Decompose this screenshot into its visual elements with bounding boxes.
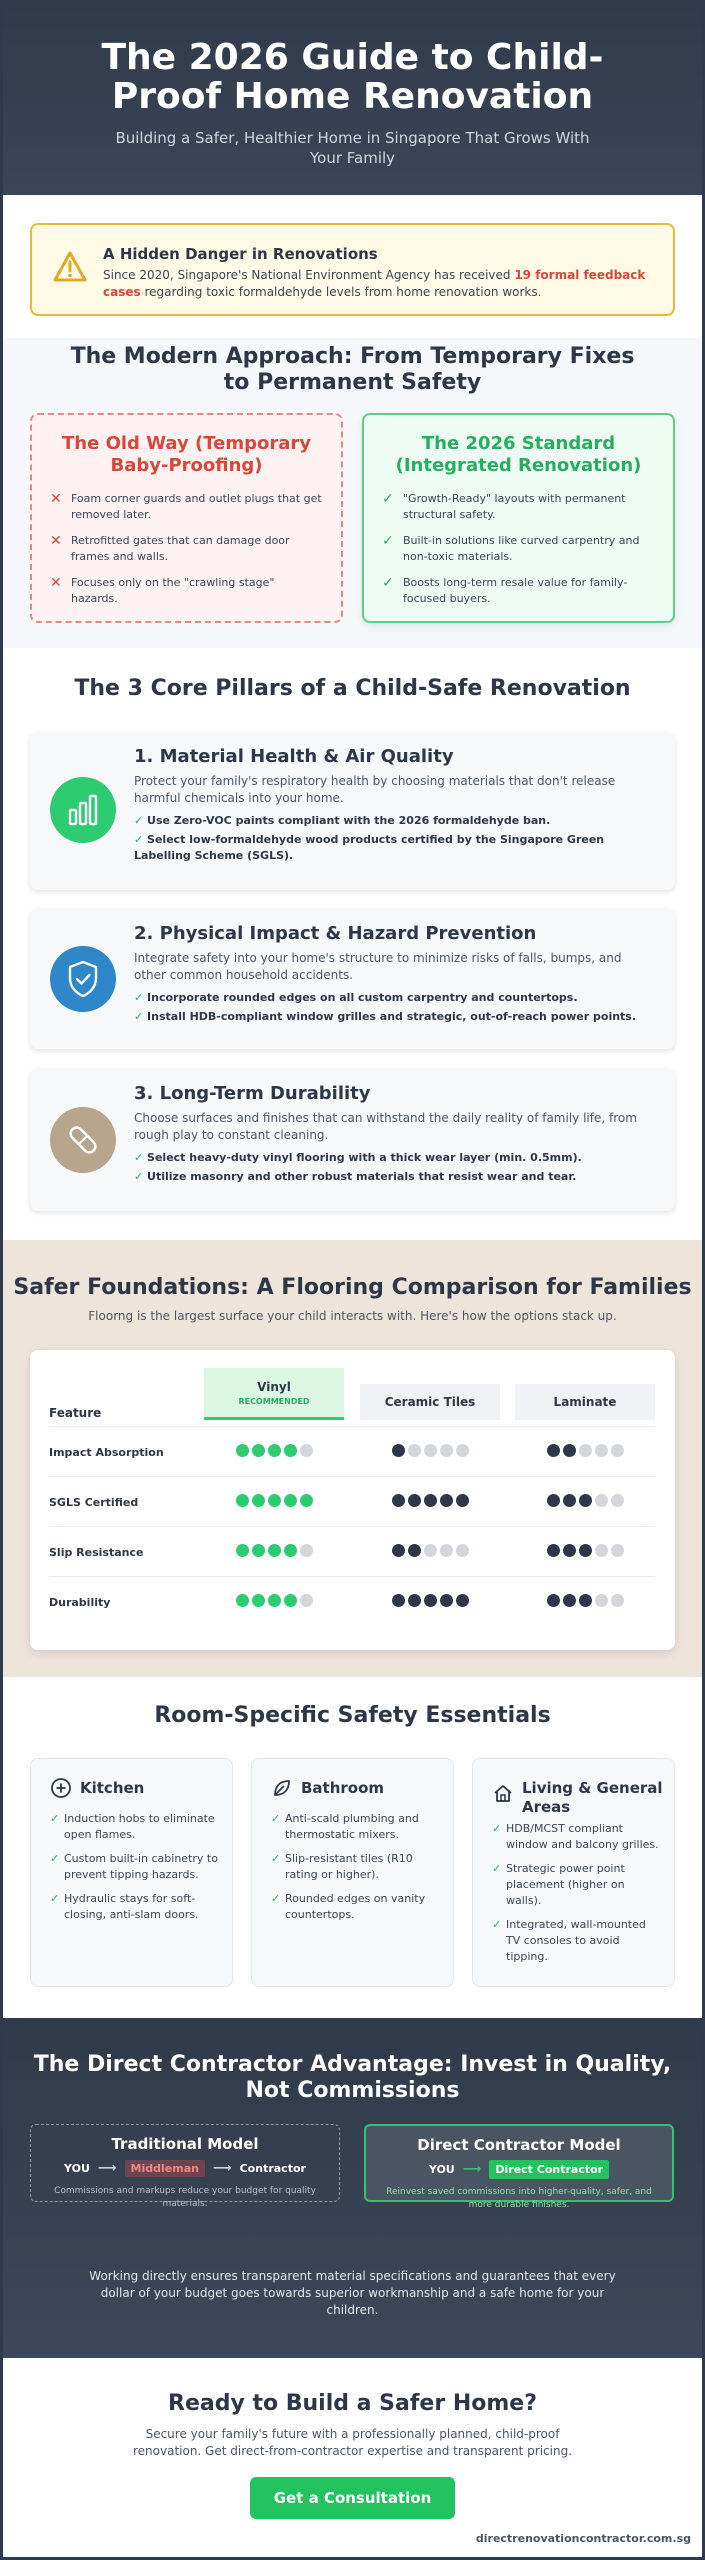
pillar-card-durability [30, 1069, 675, 1211]
rating-dot-filled [547, 1544, 560, 1557]
pillar-title: 3. Long-Term Durability [134, 1083, 371, 1104]
rating-dot-filled [547, 1594, 560, 1607]
standard-2026-card [362, 413, 675, 623]
traditional-model-box [30, 2124, 340, 2209]
flooring-subtitle: Floorng is the largest surface your child interacts with. Here's how the options stack up. [88, 1309, 617, 1323]
flooring-section [0, 1240, 705, 1677]
pillar-check-text: Select low-formaldehyde wood products certified by the Singapore Green Labelling Scheme (SGLS). [134, 833, 605, 862]
rating-dot-empty [424, 1444, 437, 1457]
arrow-right-icon: ⟶ [462, 2162, 482, 2177]
pillar-title: 1. Material Health & Air Quality [134, 746, 454, 767]
room-item-text: HDB/MCST compliant window and balcony grilles. [506, 1822, 659, 1851]
feature-column-header: Feature [49, 1406, 102, 1420]
pillar-desc: Protect your family's respiratory health by choosing materials that don't release harmful chemicals into your home. [134, 774, 616, 805]
pillar-desc: Integrate safety into your home's structure to minimize risks of falls, bumps, and other common household accidents. [134, 951, 622, 982]
rating-dot-empty [595, 1594, 608, 1607]
rating-dot-filled [408, 1544, 421, 1557]
rating-dot-filled [236, 1494, 249, 1507]
list-item [382, 575, 655, 607]
rating-dot-filled [563, 1444, 576, 1457]
pillar-check [134, 990, 655, 1006]
pillar-check [134, 832, 655, 864]
list-item [382, 491, 655, 523]
pillar-check-text: Use Zero-VOC paints compliant with the 2026 formaldehyde ban. [147, 814, 551, 827]
home-icon [492, 1783, 514, 1805]
rating-dot-filled [547, 1444, 560, 1457]
column-header-label: Vinyl [257, 1380, 291, 1394]
list-item [492, 1861, 660, 1909]
check-icon: ✓ [134, 1010, 148, 1023]
direct-contractor-title: The Direct Contractor Advantage: Invest in Quality, Not Commissions [33, 2052, 672, 2103]
new-item-text: Built-in solutions like curved carpentry and non-toxic materials. [403, 534, 640, 563]
check-icon: ✓ [50, 1892, 60, 1905]
rating-dot-empty [611, 1444, 624, 1457]
rating-dots [360, 1444, 500, 1457]
traditional-model-title: Traditional Model [111, 2135, 259, 2153]
rating-dots [204, 1544, 344, 1557]
rating-dot-filled [268, 1494, 281, 1507]
rating-dot-empty [424, 1544, 437, 1557]
rooms-title: Room-Specific Safety Essentials [154, 1703, 551, 1728]
check-icon: ✓ [382, 575, 394, 591]
arrow-right-icon: ⟶ [97, 2161, 117, 2176]
rating-dots [204, 1594, 344, 1607]
rating-dot-empty [456, 1544, 469, 1557]
room-item-text: Anti-scald plumbing and thermostatic mixers. [285, 1812, 419, 1841]
traditional-model-note: Commissions and markups reduce your budget for quality materials. [54, 2186, 316, 2209]
new-item-text: Boosts long-term resale value for family-focused buyers. [403, 576, 628, 605]
table-divider [49, 1426, 655, 1427]
pillar-check-text: Incorporate rounded edges on all custom carpentry and countertops. [147, 991, 578, 1004]
rating-dot-filled [440, 1594, 453, 1607]
rating-dot-filled [268, 1544, 281, 1557]
flow-contractor: Contractor [239, 2162, 306, 2175]
alert-title: A Hidden Danger in Renovations [103, 245, 378, 263]
rating-dot-filled [300, 1494, 313, 1507]
rating-dot-filled [424, 1594, 437, 1607]
rating-dot-empty [611, 1594, 624, 1607]
rating-dots [515, 1494, 655, 1507]
pillar-card-physical-impact [30, 909, 675, 1049]
check-icon: ✓ [50, 1852, 60, 1865]
bandage-icon [50, 1107, 116, 1173]
list-item [492, 1917, 660, 1965]
room-item-text: Slip-resistant tiles (R10 rating or higher). [285, 1852, 413, 1881]
plus-circle-icon [50, 1777, 72, 1799]
rating-dot-filled [392, 1594, 405, 1607]
column-header-label: Ceramic Tiles [384, 1395, 476, 1409]
check-icon: ✓ [134, 1170, 148, 1183]
rating-dot-filled [563, 1594, 576, 1607]
rating-dots [204, 1444, 344, 1457]
rating-dot-empty [595, 1544, 608, 1557]
rating-dot-filled [392, 1444, 405, 1457]
cta-subtitle: Secure your family's future with a professionally planned, child-proof renovation. Get direct-from-contractor expertise and transparent pricing. [132, 2427, 573, 2458]
table-divider [49, 1476, 655, 1477]
row-label: Slip Resistance [49, 1546, 144, 1559]
rating-dot-empty [300, 1594, 313, 1607]
room-item-text: Integrated, wall-mounted TV consoles to avoid tipping. [506, 1918, 646, 1963]
old-item-text: Foam corner guards and outlet plugs that get removed later. [71, 492, 322, 521]
room-item-text: Custom built-in cabinetry to prevent tipping hazards. [64, 1852, 218, 1881]
new-item-text: "Growth-Ready" layouts with permanent structural safety. [403, 492, 626, 521]
rating-dot-empty [408, 1444, 421, 1457]
check-icon: ✓ [50, 1812, 60, 1825]
rating-dot-filled [236, 1594, 249, 1607]
room-item-text: Strategic power point placement (higher on walls). [506, 1862, 625, 1907]
rating-dot-empty [300, 1444, 313, 1457]
footer-domain[interactable]: directrenovationcontractor.com.sg [475, 2532, 691, 2545]
rating-dot-filled [268, 1444, 281, 1457]
check-icon: ✓ [134, 814, 148, 827]
rating-dot-filled [284, 1444, 297, 1457]
column-header-laminate [515, 1384, 655, 1420]
hidden-danger-alert [30, 223, 675, 316]
bar-chart-icon [50, 777, 116, 843]
room-card-kitchen [30, 1758, 233, 1987]
row-label: SGLS Certified [49, 1496, 139, 1509]
check-icon: ✓ [382, 491, 394, 507]
rating-dot-filled [579, 1494, 592, 1507]
rating-dot-filled [563, 1544, 576, 1557]
rating-dot-filled [252, 1594, 265, 1607]
row-label: Durability [49, 1596, 111, 1609]
list-item [382, 533, 655, 565]
column-header-label: Laminate [553, 1395, 617, 1409]
room-card-living [472, 1758, 675, 1987]
pillar-title: 2. Physical Impact & Hazard Prevention [134, 923, 537, 944]
rating-dots [515, 1594, 655, 1607]
pillar-check [134, 1009, 655, 1025]
rating-dots [515, 1544, 655, 1557]
rating-dots [360, 1594, 500, 1607]
pillar-check [134, 813, 655, 829]
arrow-right-icon: ⟶ [212, 2161, 232, 2176]
rating-dot-filled [456, 1494, 469, 1507]
pillar-desc: Choose surfaces and finishes that can withstand the daily reality of family life, from rough play to constant cleaning. [134, 1111, 637, 1142]
old-item-text: Retrofitted gates that can damage door frames and walls. [71, 534, 290, 563]
rating-dots [360, 1494, 500, 1507]
recommended-badge: RECOMMENDED [238, 1397, 310, 1406]
page-title: The 2026 Guide to Child-Proof Home Renovation [101, 37, 604, 117]
cta-title: Ready to Build a Safer Home? [168, 2391, 537, 2416]
list-item [50, 1851, 218, 1883]
rating-dot-empty [440, 1444, 453, 1457]
flow-you: YOU [64, 2162, 90, 2175]
page-subtitle: Building a Safer, Healthier Home in Singapore That Grows With Your Family [115, 129, 590, 167]
flow-middleman: Middleman [125, 2160, 205, 2177]
rating-dot-filled [236, 1444, 249, 1457]
rating-dot-filled [547, 1494, 560, 1507]
rating-dot-empty [611, 1544, 624, 1557]
rating-dot-filled [408, 1594, 421, 1607]
rating-dot-filled [440, 1494, 453, 1507]
check-icon: ✓ [492, 1862, 502, 1875]
rating-dot-empty [595, 1444, 608, 1457]
flooring-comparison-table [30, 1350, 675, 1650]
x-icon: ✕ [50, 533, 62, 549]
traditional-flow [31, 2161, 339, 2176]
list-item [271, 1851, 439, 1883]
check-icon: ✓ [134, 833, 148, 846]
rating-dot-filled [579, 1544, 592, 1557]
room-title: Bathroom [301, 1779, 385, 1797]
warning-triangle-icon [52, 249, 88, 285]
modern-approach-section [0, 338, 705, 648]
rating-dot-filled [252, 1494, 265, 1507]
leaf-icon [271, 1777, 293, 1799]
alert-highlight: 19 formal feedback cases [103, 268, 646, 299]
rating-dot-empty [440, 1544, 453, 1557]
pillar-check [134, 1150, 655, 1166]
flow-you: YOU [428, 2163, 455, 2176]
list-item [50, 1811, 218, 1843]
list-item [50, 491, 323, 523]
list-item [50, 575, 323, 607]
check-icon: ✓ [382, 533, 394, 549]
rating-dots [515, 1444, 655, 1457]
check-icon: ✓ [271, 1812, 281, 1825]
check-icon: ✓ [492, 1918, 502, 1931]
x-icon: ✕ [50, 575, 62, 591]
hero-banner [0, 0, 705, 195]
rating-dot-empty [611, 1494, 624, 1507]
column-header-ceramic [360, 1384, 500, 1420]
old-way-title: The Old Way (Temporary Baby-Proofing) [62, 433, 311, 476]
rating-dot-filled [563, 1494, 576, 1507]
get-consultation-button[interactable]: Get a Consultation [250, 2477, 455, 2519]
pillar-check-text: Install HDB-compliant window grilles and strategic, out-of-reach power points. [147, 1010, 637, 1023]
pillar-check [134, 1169, 655, 1185]
check-icon: ✓ [492, 1822, 502, 1835]
flow-direct-contractor: Direct Contractor [489, 2160, 609, 2179]
rating-dot-filled [408, 1494, 421, 1507]
direct-contractor-paragraph: Working directly ensures transparent material specifications and guarantees that every dollar of your budget goes towards superior workmanship and a safe home for your children. [89, 2269, 616, 2317]
alert-text [103, 267, 649, 301]
alert-text-before: Since 2020, Singapore's National Environment Agency has received [103, 268, 515, 282]
alert-text-after: regarding toxic formaldehyde levels from home renovation works. [140, 285, 542, 299]
rating-dots [360, 1544, 500, 1557]
rating-dot-filled [236, 1544, 249, 1557]
list-item [271, 1811, 439, 1843]
direct-model-box [364, 2124, 674, 2210]
check-icon: ✓ [271, 1892, 281, 1905]
row-label: Impact Absorption [49, 1446, 164, 1459]
rating-dot-empty [595, 1494, 608, 1507]
rating-dot-empty [300, 1544, 313, 1557]
x-icon: ✕ [50, 491, 62, 507]
pillar-card-material-health [30, 732, 675, 890]
rating-dot-filled [284, 1544, 297, 1557]
list-item [271, 1891, 439, 1923]
rating-dot-filled [424, 1494, 437, 1507]
room-item-text: Induction hobs to eliminate open flames. [64, 1812, 215, 1841]
direct-contractor-section [0, 2018, 705, 2358]
direct-model-title: Direct Contractor Model [417, 2136, 621, 2154]
rating-dot-filled [268, 1594, 281, 1607]
rating-dot-filled [579, 1594, 592, 1607]
rating-dot-filled [456, 1594, 469, 1607]
table-divider [49, 1576, 655, 1577]
old-way-card [30, 413, 343, 623]
pillar-icon-circle [50, 946, 116, 1012]
list-item [492, 1821, 660, 1853]
column-header-vinyl [204, 1368, 344, 1420]
old-item-text: Focuses only on the "crawling stage" hazards. [71, 576, 275, 605]
check-icon: ✓ [134, 1151, 148, 1164]
direct-flow [366, 2162, 672, 2177]
rating-dot-filled [252, 1544, 265, 1557]
rating-dot-empty [579, 1444, 592, 1457]
rating-dot-filled [252, 1444, 265, 1457]
flooring-title: Safer Foundations: A Flooring Comparison for Families [13, 1275, 692, 1300]
rating-dot-filled [392, 1494, 405, 1507]
pillar-icon-circle [50, 777, 116, 843]
table-divider [49, 1526, 655, 1527]
rating-dot-filled [284, 1494, 297, 1507]
room-card-bathroom [251, 1758, 454, 1987]
room-title: Living & General Areas [522, 1779, 663, 1816]
rating-dot-empty [456, 1444, 469, 1457]
rating-dot-filled [392, 1544, 405, 1557]
pillars-title: The 3 Core Pillars of a Child-Safe Renovation [74, 676, 631, 701]
modern-approach-title: The Modern Approach: From Temporary Fixes to Permanent Safety [70, 344, 635, 395]
direct-model-note: Reinvest saved commissions into higher-quality, safer, and more durable finishes. [386, 2187, 652, 2210]
pillar-check-text: Select heavy-duty vinyl flooring with a thick wear layer (min. 0.5mm). [147, 1151, 582, 1164]
shield-check-icon [50, 946, 116, 1012]
list-item [50, 1891, 218, 1923]
check-icon: ✓ [271, 1852, 281, 1865]
pillar-check-text: Utilize masonry and other robust materials that resist wear and tear. [147, 1170, 577, 1183]
standard-2026-title: The 2026 Standard (Integrated Renovation) [395, 433, 642, 476]
room-item-text: Rounded edges on vanity countertops. [285, 1892, 426, 1921]
list-item [50, 533, 323, 565]
rating-dots [204, 1494, 344, 1507]
rating-dot-filled [284, 1594, 297, 1607]
pillar-icon-circle [50, 1107, 116, 1173]
room-title: Kitchen [80, 1779, 145, 1797]
check-icon: ✓ [134, 991, 148, 1004]
room-item-text: Hydraulic stays for soft-closing, anti-slam doors. [64, 1892, 199, 1921]
